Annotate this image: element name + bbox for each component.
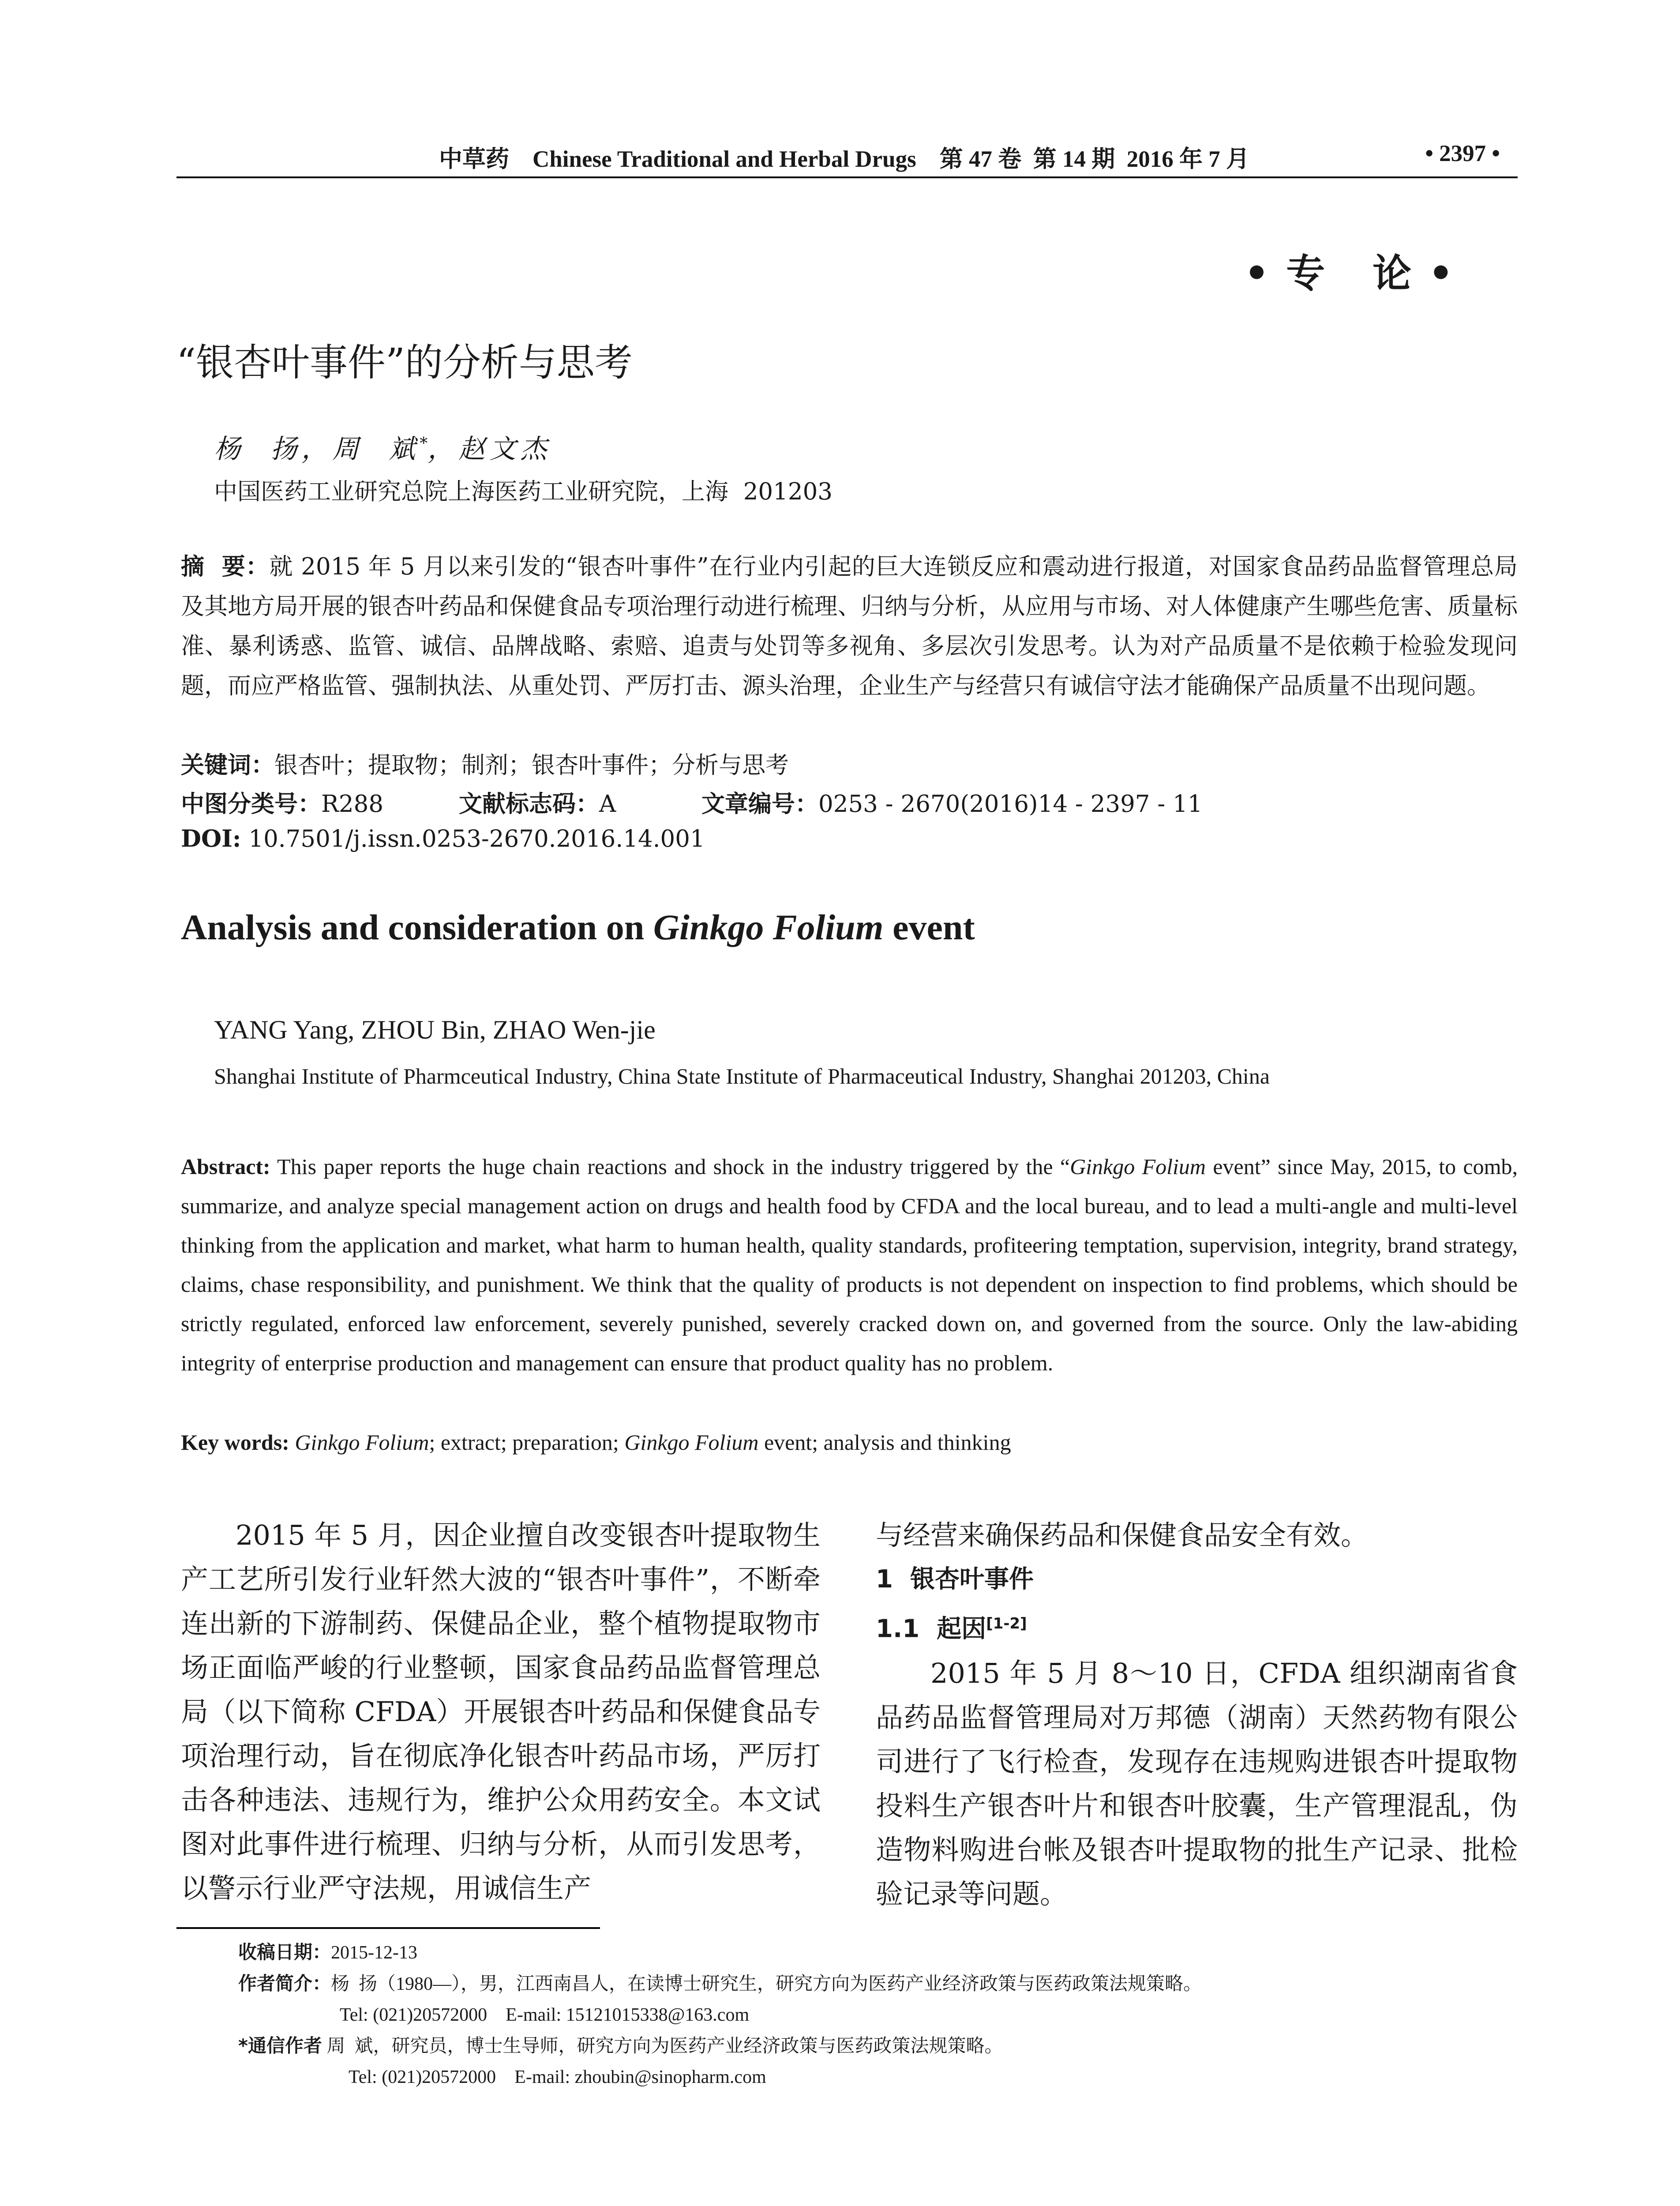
- section-heading-1: 1 银杏叶事件: [876, 1565, 1034, 1594]
- body-column-left: [181, 1513, 821, 1910]
- abstract-en-text-1: This paper reports the huge chain reactions and shock in the industry triggered by the “: [277, 1154, 1070, 1179]
- doc-code-value: A: [599, 791, 616, 818]
- keywords-en: [181, 1429, 1518, 1455]
- keywords-en-italic-2: Ginkgo Folium: [624, 1430, 759, 1455]
- journal-header: 中草药 Chinese Traditional and Herbal Drugs 第 47 卷 第 14 期 2016 年 7 月: [439, 146, 1249, 172]
- authors-cn-part2: ，赵文杰: [428, 434, 551, 465]
- title-en: [181, 907, 975, 948]
- running-header: [176, 140, 1518, 176]
- authors-cn: [214, 428, 551, 466]
- doi-value[interactable]: 10.7501/j.issn.0253-2670.2016.14.001: [248, 825, 705, 852]
- keywords-en-text-2: event; analysis and thinking: [758, 1430, 1011, 1455]
- footnote-bio-contact: Tel: (021)20572000 E-mail: 15121015338@163.com: [340, 2005, 750, 2025]
- keywords-en-italic-1: Ginkgo Folium: [295, 1430, 429, 1455]
- doi-label: DOI:: [181, 825, 241, 852]
- received-value: 2015-12-13: [331, 1943, 417, 1963]
- corresponding-value: 周 斌，研究员，博士生导师，研究方向为医药产业经济政策与医药政策法规策略。: [326, 2036, 1003, 2056]
- classification-line: [181, 785, 1518, 825]
- corresponding-label: *通信作者: [238, 2035, 322, 2056]
- footnote-corresponding: [238, 2030, 1518, 2062]
- citation-ref[interactable]: [1-2]: [986, 1615, 1027, 1632]
- abstract-en: [181, 1147, 1518, 1383]
- affiliation-en: Shanghai Institute of Pharmceutical Industry, China State Institute of Pharmaceutical Industry, Shanghai 201203, China: [214, 1064, 1270, 1088]
- abstract-cn: [181, 547, 1518, 706]
- bio-value: 杨 扬（1980—），男，江西南昌人，在读博士研究生，研究方向为医药产业经济政策与医药政策法规策略。: [331, 1974, 1202, 1994]
- footnote-corresponding-contact: Tel: (021)20572000 E-mail: zhoubin@sinopharm.com: [349, 2067, 766, 2087]
- footnote-author-bio: [238, 1968, 1518, 2000]
- section-heading-1-1: [876, 1602, 1518, 1651]
- bio-label: 作者简介：: [238, 1973, 331, 1994]
- corresponding-mark: *: [420, 435, 428, 453]
- affiliation-cn: 中国医药工业研究总院上海医药工业研究院，上海 201203: [214, 478, 833, 505]
- header-rule: [176, 176, 1518, 178]
- abstract-en-italic: Ginkgo Folium: [1070, 1154, 1206, 1179]
- heading-text: 1.1 起因: [876, 1614, 986, 1643]
- footnote-received: [238, 1937, 1518, 1968]
- authors-en: YANG Yang, ZHOU Bin, ZHAO Wen-jie: [214, 1015, 656, 1044]
- title-en-part2: event: [883, 907, 975, 947]
- abstract-cn-text: 就 2015 年 5 月以来引发的“银杏叶事件”在行业内引起的巨大连锁反应和震动进行报道，对国家食品药品监督管理总局及其地方局开展的银杏叶药品和保健食品专项治理行动进行梳理、归纳与分析，从应用与市场、对人体健康产生哪些危害、质量标准、暴利诱惑、监管、诚信、品牌战略、索赔、追责与处罚等多视角、多层次引发思考。认为对产品质量不是依赖于检验发现问题，而应严格监管、强制执法、从重处罚、严厉打击、源头治理，企业生产与经营只有诚信守法才能确保产品质量不出现问题。: [181, 553, 1518, 699]
- authors-cn-part1: 杨 扬，周 斌: [214, 434, 420, 465]
- abstract-cn-label: 摘 要：: [181, 553, 270, 580]
- doc-code-label: 文献标志码：: [459, 791, 599, 818]
- abstract-en-label: Abstract:: [181, 1154, 270, 1179]
- doi-line: [181, 825, 705, 852]
- page-number: • 2397 •: [1425, 141, 1500, 166]
- keywords-en-label: Key words:: [181, 1430, 289, 1455]
- abstract-en-text-2: event” since May, 2015, to comb, summarize, and analyze special management action on drugs and health food by CFDA and the local bureau, and to lead a multi-angle and multi-level thinking from the application and market, what harm to human health, quality standards, profiteering temptation, supervision, integrity, brand strategy, claims, chase responsibility, and punishment. We think that the quality of products is not dependent on inspection to find problems, which should be strictly regulated, enforced law enforcement, severely punished, severely cracked down on, and governed from the source. Only the law-abiding integrity of enterprise production and management can ensure that product quality has no problem.: [181, 1154, 1518, 1375]
- clc-value: R288: [321, 791, 384, 818]
- keywords-en-text-1: ; extract; preparation;: [429, 1430, 625, 1455]
- footnotes: [238, 1937, 1518, 2093]
- received-label: 收稿日期：: [238, 1941, 331, 1963]
- section-label: • 专 论 •: [1244, 250, 1455, 296]
- title-cn: “银杏叶事件”的分析与思考: [176, 341, 633, 385]
- body-column-right: [876, 1513, 1518, 1916]
- body-paragraph: 2015 年 5 月 8～10 日，CFDA 组织湖南省食品药品监督管理局对万邦德（湖南）天然药物有限公司进行了飞行检查，发现存在违规购进银杏叶提取物投料生产银杏叶片和银杏叶胶囊，生产管理混乱，伪造物料购进台帐及银杏叶提取物的批生产记录、批检验记录等问题。: [876, 1657, 1518, 1910]
- keywords-cn-label: 关键词：: [181, 752, 274, 779]
- keywords-cn: [181, 746, 1518, 785]
- footnote-rule: [176, 1927, 600, 1929]
- article-number-value: 0253 - 2670(2016)14 - 2397 - 11: [818, 791, 1203, 818]
- keywords-cn-text: 银杏叶；提取物；制剂；银杏叶事件；分析与思考: [274, 752, 789, 779]
- body-paragraph: 2015 年 5 月，因企业擅自改变银杏叶提取物生产工艺所引发行业轩然大波的“银杏叶事件”，不断牵连出新的下游制药、保健品企业，整个植物提取物市场正面临严峻的行业整顿，国家食品药品监督管理总局（以下简称 CFDA）开展银杏叶药品和保健食品专项治理行动，旨在彻底净化银杏叶药品市场，严厉打击各种违法、违规行为，维护公众用药安全。本文试图对此事件进行梳理、归纳与分析，从而引发思考，以警示行业严守法规，用诚信生产: [181, 1519, 821, 1904]
- clc-label: 中图分类号：: [181, 791, 321, 818]
- body-paragraph-continued: 与经营来确保药品和保健食品安全有效。: [876, 1519, 1369, 1551]
- title-en-italic: Ginkgo Folium: [653, 907, 884, 947]
- article-number-label: 文章编号：: [701, 791, 818, 818]
- title-en-part1: Analysis and consideration on: [181, 907, 653, 947]
